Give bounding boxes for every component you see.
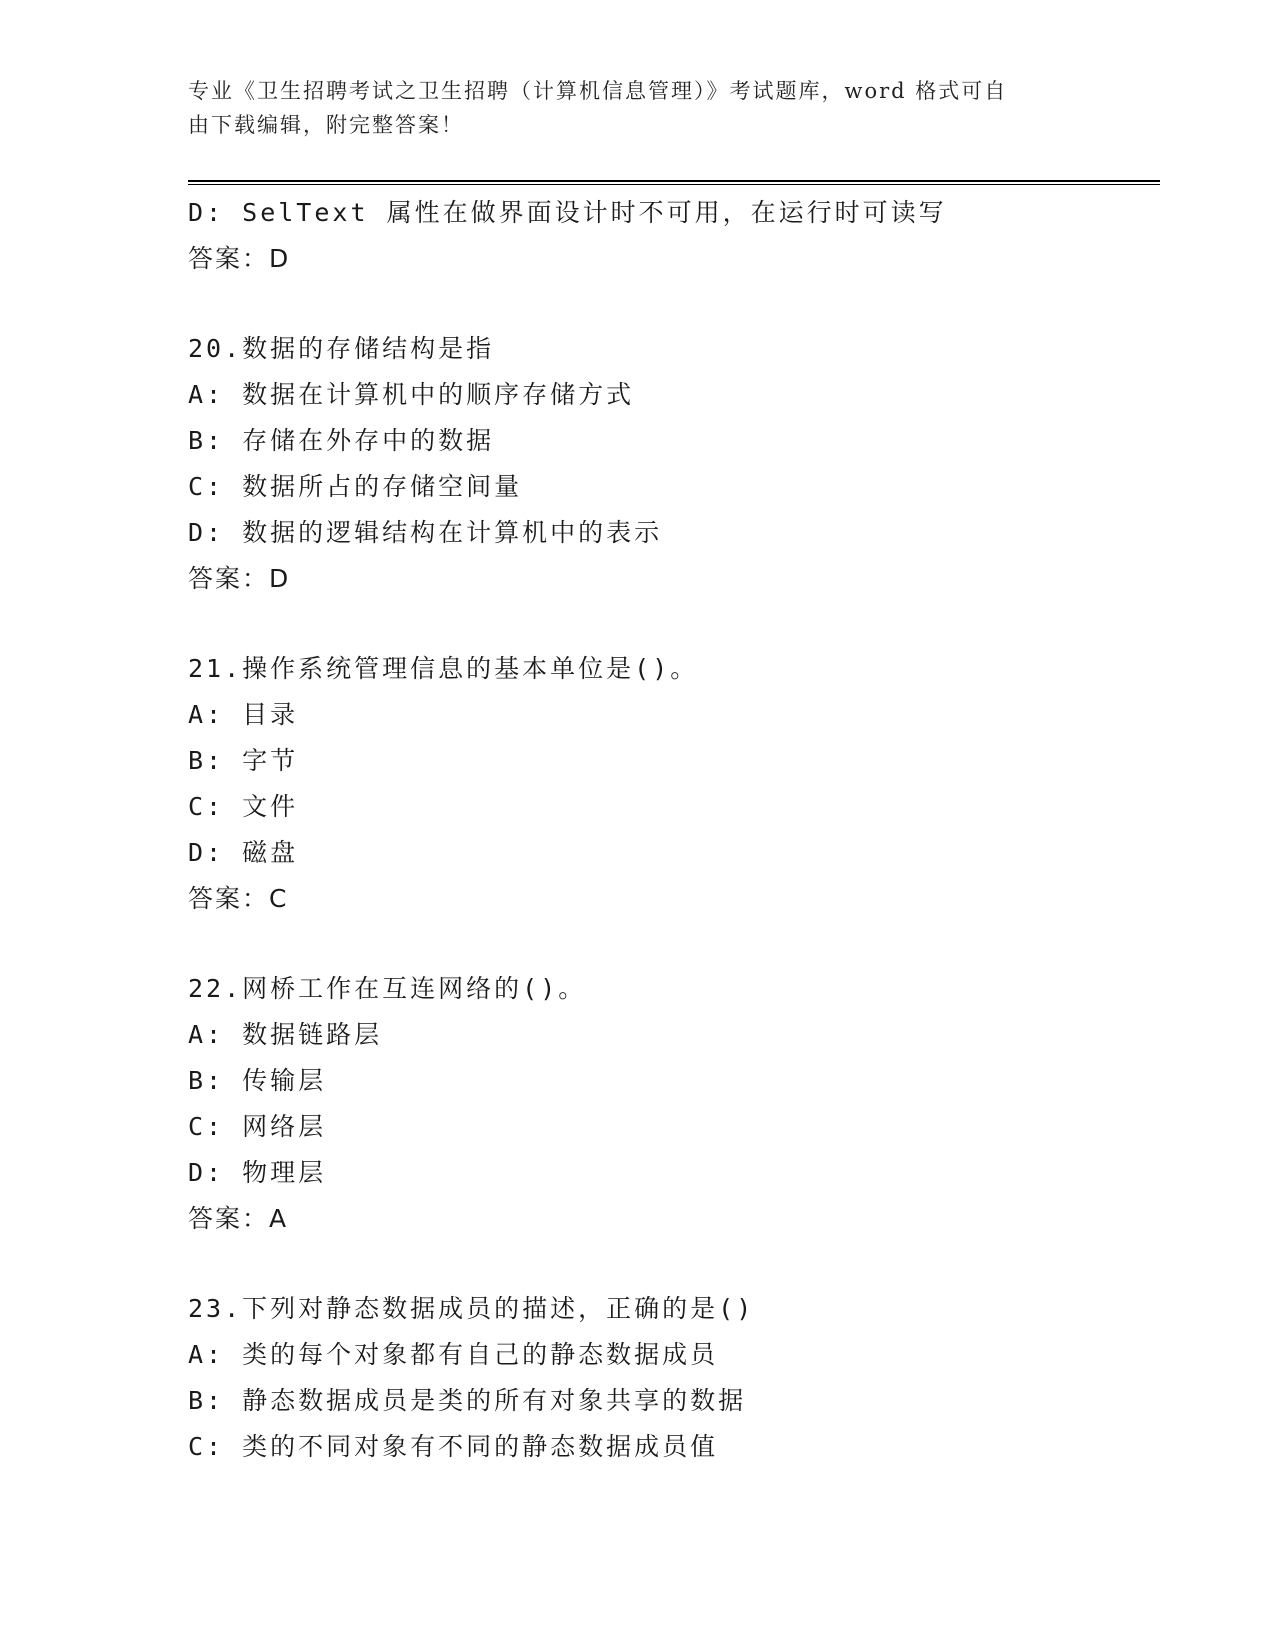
option-a: A: 目录 (188, 700, 299, 729)
spacer (188, 1242, 1168, 1286)
option-d: D: 磁盘 (188, 838, 299, 867)
question-stem: 21.操作系统管理信息的基本单位是()。 (188, 654, 699, 683)
question-stem: 20.数据的存储结构是指 (188, 334, 495, 363)
option-c: C: 数据所占的存储空间量 (188, 472, 523, 501)
question-22 (188, 966, 1168, 1242)
answer-line: 答案：D (188, 244, 291, 273)
option-b: B: 字节 (188, 746, 299, 775)
question-list (188, 190, 1168, 1470)
option-d: D: 数据的逻辑结构在计算机中的表示 (188, 518, 663, 547)
option-a: A: 类的每个对象都有自己的静态数据成员 (188, 1340, 719, 1369)
question-20 (188, 326, 1168, 602)
option-c: C: 类的不同对象有不同的静态数据成员值 (188, 1432, 719, 1461)
question-21 (188, 646, 1168, 922)
option-b: B: 存储在外存中的数据 (188, 426, 495, 455)
answer-line: 答案：C (188, 884, 289, 913)
spacer (188, 282, 1168, 326)
question-23 (188, 1286, 1168, 1470)
document-header: 专业《卫生招聘考试之卫生招聘（计算机信息管理）》考试题库，word 格式可自 由下载编辑，附完整答案！ (188, 79, 1008, 137)
answer-line: 答案：D (188, 564, 291, 593)
question-19-continuation (188, 190, 1168, 282)
option-c: C: 文件 (188, 792, 299, 821)
option-c: C: 网络层 (188, 1112, 327, 1141)
answer-line: 答案：A (188, 1204, 289, 1233)
option-b: B: 传输层 (188, 1066, 327, 1095)
option-b: B: 静态数据成员是类的所有对象共享的数据 (188, 1386, 747, 1415)
question-stem: 22.网桥工作在互连网络的()。 (188, 974, 587, 1003)
option-a: A: 数据在计算机中的顺序存储方式 (188, 380, 635, 409)
option-d: D: SelText 属性在做界面设计时不可用，在运行时可读写 (188, 198, 947, 227)
spacer (188, 602, 1168, 646)
option-d: D: 物理层 (188, 1158, 327, 1187)
option-a: A: 数据链路层 (188, 1020, 383, 1049)
question-stem: 23.下列对静态数据成员的描述，正确的是() (188, 1294, 755, 1323)
header-rule-top (188, 180, 1160, 182)
spacer (188, 922, 1168, 966)
header-rule-bottom (188, 184, 1160, 185)
